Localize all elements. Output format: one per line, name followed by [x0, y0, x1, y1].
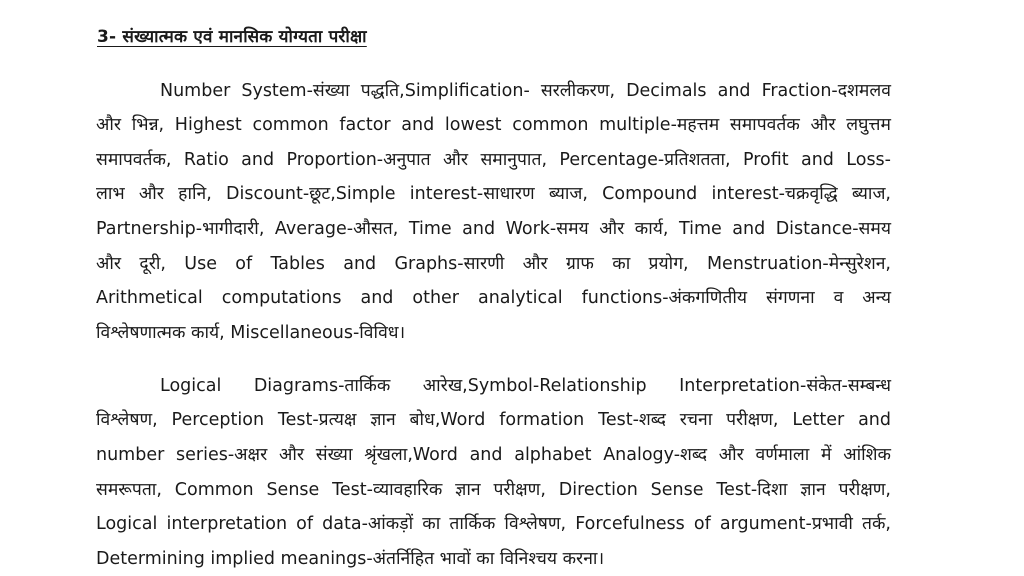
paragraph-2-line-2: विश्लेषण, Perception Test-प्रत्यक्ष ज्ञान बोध,Word formation Test-शब्द रचना परीक्षण, Letter and — [96, 410, 891, 430]
paragraph-2-line-5: Logical interpretation of data-आंकड़ों का तार्किक विश्लेषण, Forcefulness of argument-प्रभावी तर्क, — [96, 514, 891, 534]
paragraph-2-line-4: समरूपता, Common Sense Test-व्यावहारिक ज्ञान परीक्षण, Direction Sense Test-दिशा ज्ञान परीक्षण, — [96, 480, 891, 500]
paragraph-1-line-1: Number System-संख्या पद्धति,Simplification- सरलीकरण, Decimals and Fraction-दशमलव — [160, 81, 891, 101]
paragraph-2-line-3: number series-अक्षर और संख्या श्रृंखला,Word and alphabet Analogy-शब्द और वर्णमाला में आंशिक — [96, 445, 891, 465]
paragraph-1-line-7: Arithmetical computations and other analytical functions-अंकगणितीय संगणना व अन्य — [96, 288, 891, 308]
paragraph-1-line-4: लाभ और हानि, Discount-छूट,Simple interest-साधारण ब्याज, Compound interest-चक्रवृद्धि ब्याज, — [96, 184, 891, 204]
paragraph-1-line-5: Partnership-भागीदारी, Average-औसत, Time and Work-समय और कार्य, Time and Distance-समय — [96, 219, 891, 239]
paragraph-2-line-6: Determining implied meanings-अंतर्निहित भावों का विनिश्चय करना। — [96, 549, 605, 569]
paragraph-1-line-2: और भिन्न, Highest common factor and lowest common multiple-महत्तम समापवर्तक और लघुत्तम — [96, 115, 891, 135]
section-heading: 3- संख्यात्मक एवं मानसिक योग्यता परीक्षा — [97, 27, 367, 47]
paragraph-1-line-3: समापवर्तक, Ratio and Proportion-अनुपात और समानुपात, Percentage-प्रतिशतता, Profit and Loss- — [96, 150, 891, 170]
paragraph-2-line-1: Logical Diagrams-तार्किक आरेख,Symbol-Relationship Interpretation-संकेत-सम्बन्ध — [160, 376, 891, 396]
paragraph-1-line-8: विश्लेषणात्मक कार्य, Miscellaneous-विविध। — [96, 323, 406, 343]
paragraph-1-line-6: और दूरी, Use of Tables and Graphs-सारणी और ग्राफ का प्रयोग, Menstruation-मेन्सुरेशन, — [96, 254, 891, 274]
